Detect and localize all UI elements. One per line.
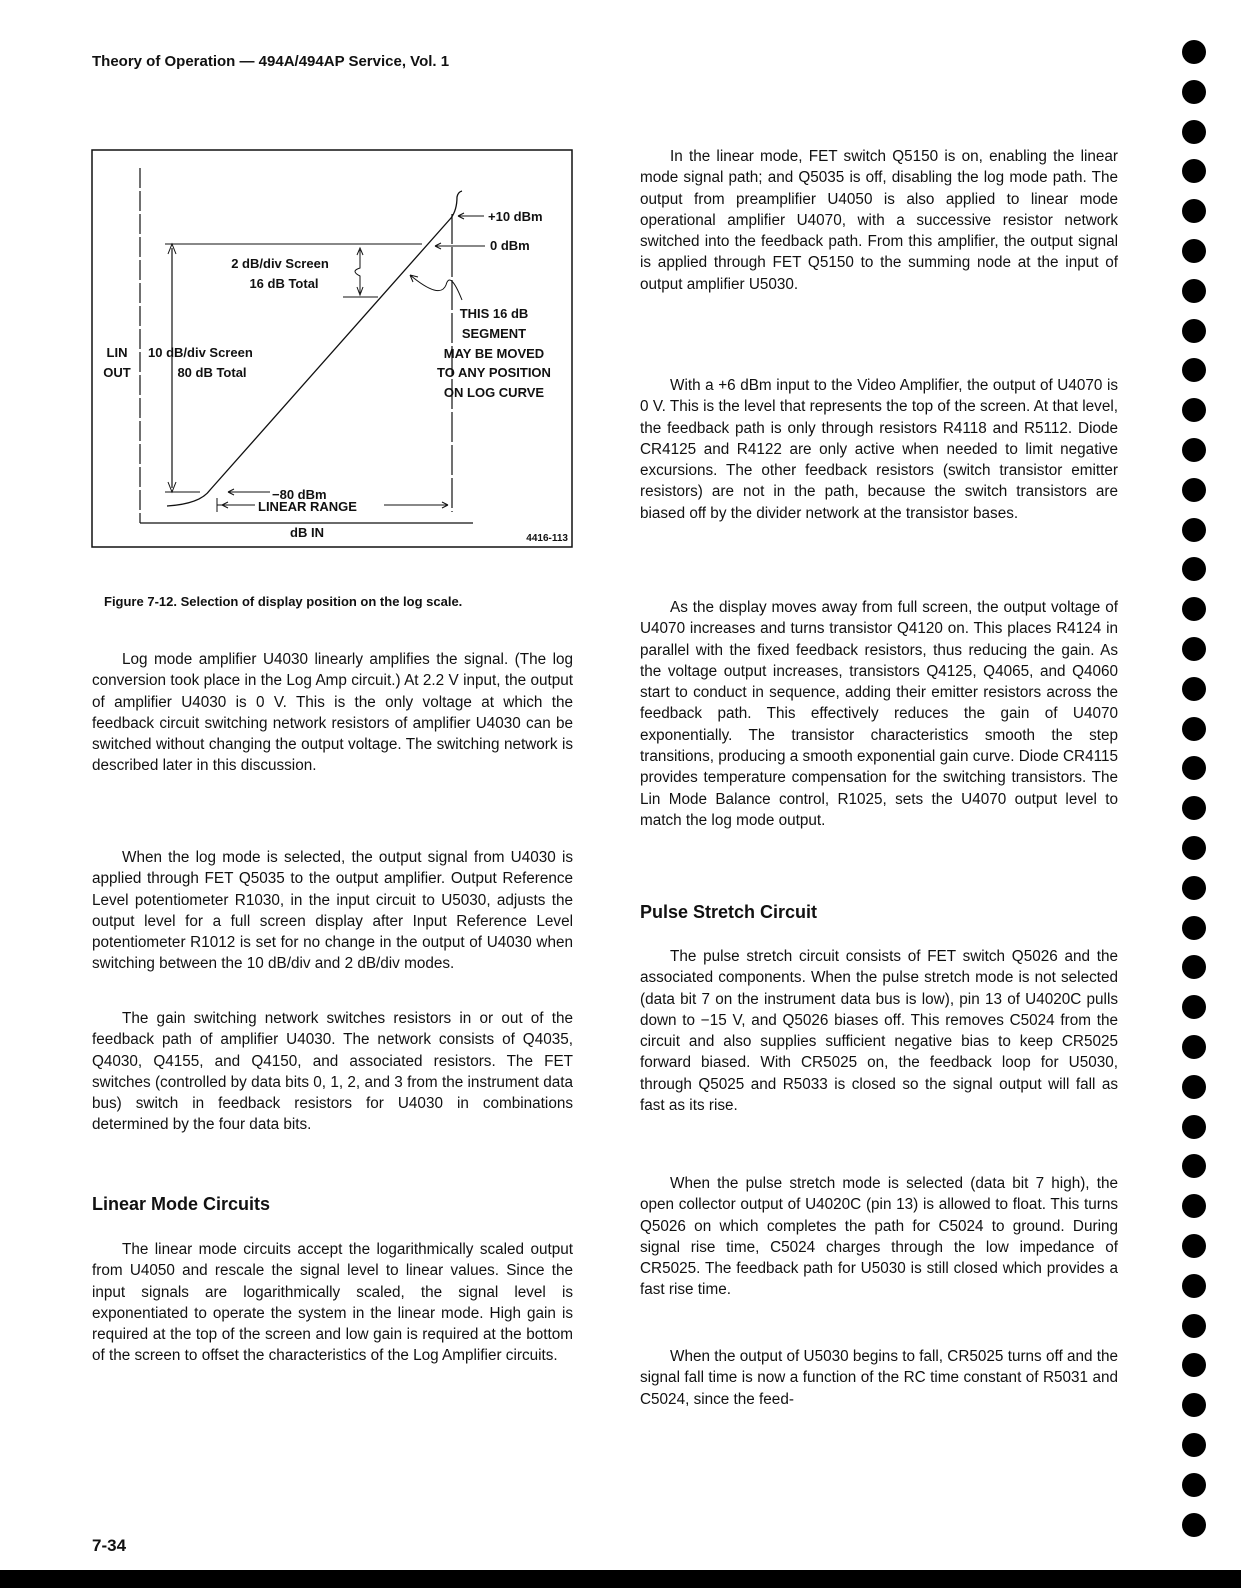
label-lin: LIN (106, 345, 128, 360)
paragraph: The pulse stretch circuit consists of FET switch Q5026 and the associated components. When the pulse stretch mode is not selected (data bit 7 on the instrument data bus is low), pin 13 of U4020C pulls down to −15 V, and Q5026 biases off. This removes C5024 from the circuit and also supplies sufficient negative bias to keep CR5025 forward biased. With CR5025 on, the feedback loop for U5030, through Q5025 and R5033 is closed so the signal output will fall as fast as its rise. (640, 948, 1118, 1115)
binder-hole-icon (1182, 836, 1206, 860)
label-plus10: +10 dBm (488, 209, 543, 224)
binder-hole-icon (1182, 1154, 1206, 1178)
zero-arrow (435, 243, 485, 249)
binder-hole-icon (1182, 1274, 1206, 1298)
binder-hole-icon (1182, 279, 1206, 303)
binder-hole-icon (1182, 916, 1206, 940)
label-seg3: MAY BE MOVED (443, 346, 545, 361)
binder-hole-icon (1182, 239, 1206, 263)
page-number: 7-34 (92, 1536, 127, 1555)
binder-hole-icon (1182, 319, 1206, 343)
paragraph: The gain switching network switches resistors in or out of the feedback path of amplifier U4030. The network consists of Q4035, Q4030, Q4155, and Q4150, and associated resistors. The FET switches (controlled by data bits 0, 1, 2, and 3 from the instrument data bus) switch in feedback resistors for U4030 in combinations determined by the four data bits. (92, 1010, 573, 1134)
section-heading: Linear Mode Circuits (92, 1194, 271, 1214)
binder-hole-icon (1182, 80, 1206, 104)
binder-hole-icon (1182, 1473, 1206, 1497)
figure-id: 4416-113 (526, 533, 568, 544)
binder-hole-icon (1182, 1393, 1206, 1417)
binder-hole-icon (1182, 1314, 1206, 1338)
running-header: Theory of Operation — 494A/494AP Service, Vol. 1 (92, 53, 450, 70)
section-heading: Pulse Stretch Circuit (640, 902, 818, 922)
binder-hole-icon (1182, 518, 1206, 542)
paragraph: As the display moves away from full screen, the output voltage of U4070 increases and turns transistor Q4120 on. This places R4124 in parallel with the fixed feedback resistors, thus reducing the gain. As the voltage output increases, transistors Q4125, Q4065, and Q4060 start to conduct in sequence, adding their emitter resistors across the feedback path. This effectively reduces the gain of U4070 exponentially. The transistor characteristics smooth the step transitions, producing a smooth exponential gain curve. Diode CR4115 provides temperature compensation for the switching transistors. The Lin Mode Balance control, R1025, sets the U4070 output level to match the log mode output. (640, 599, 1118, 829)
binder-hole-icon (1182, 1234, 1206, 1258)
binder-hole-icon (1182, 40, 1206, 64)
label-seg2: SEGMENT (461, 326, 527, 341)
binder-hole-icon (1182, 1513, 1206, 1537)
label-seg5: ON LOG CURVE (443, 385, 545, 400)
brace (355, 248, 363, 295)
paragraph: When the log mode is selected, the output signal from U4030 is applied through FET Q5035 to the output amplifier. Output Reference Level potentiometer R1030, in the input circuit to U5030, adjusts the output level for a full screen display after Input Reference Level potentiometer R1012 is set for no change in the output of U4030 when switching between the 10 dB/div and 2 dB/div modes. (92, 849, 573, 973)
label-10db-screen: 10 dB/div Screen (148, 345, 253, 360)
paragraph: In the linear mode, FET switch Q5150 is on, enabling the linear mode signal path; and Q5035 is off, disabling the log mode path. The output from preamplifier U4050 is also applied to linear mode operational amplifier U4070, with a successive resistor network switched into the feedback path. From this amplifier, the output signal is applied through FET Q5150 to the summing node at the input of output amplifier U5030. (640, 148, 1118, 293)
binder-hole-icon (1182, 1075, 1206, 1099)
binder-hole-icon (1182, 677, 1206, 701)
binder-hole-icon (1182, 1115, 1206, 1139)
binder-hole-icon (1182, 398, 1206, 422)
linear-range-arrow (217, 498, 448, 512)
binder-hole-icon (1182, 438, 1206, 462)
figure-caption: Figure 7-12. Selection of display position on the log scale. (104, 594, 463, 609)
label-80db-total: 80 dB Total (177, 365, 247, 380)
binder-hole-icon (1182, 159, 1206, 183)
binder-hole-icon (1182, 1194, 1206, 1218)
paragraph: When the output of U5030 begins to fall, CR5025 turns off and the signal fall time is now a function of the RC time constant of R5031 and C5024, since the feed- (640, 1348, 1118, 1408)
segment-pointer (410, 275, 462, 300)
binder-hole-icon (1182, 120, 1206, 144)
label-16db-total: 16 dB Total (249, 276, 319, 291)
figure-border (92, 150, 572, 547)
paragraph: Log mode amplifier U4030 linearly amplifies the signal. (The log conversion took place in the Log Amp circuit.) At 2.2 V input, the output of amplifier U4030 is 0 V. This is the only voltage at which the feedback circuit switching network resistors of amplifier U4030 can be switched without changing the output voltage. The switching network is described later in this discussion. (92, 651, 573, 775)
binder-hole-icon (1182, 756, 1206, 780)
log-curve (167, 191, 462, 506)
binder-hole-icon (1182, 955, 1206, 979)
binder-hole-icon (1182, 557, 1206, 581)
arrowheads (168, 244, 176, 492)
paragraph: With a +6 dBm input to the Video Amplifier, the output of U4070 is 0 V. This is the level that represents the top of the screen. At that level, the feedback path is only through resistors R4118 and R5112. Diode CR4125 and R4122 are only active when needed to limit negative excursions. The other feedback resistors (switch transistor emitter resistors) are not in the path, because the switch transistors are biased off by the divider network at the transistor bases. (640, 377, 1118, 522)
label-db-in: dB IN (290, 525, 324, 540)
label-2db-screen: 2 dB/div Screen (231, 256, 329, 271)
binder-hole-icon (1182, 358, 1206, 382)
scan-edge (0, 1570, 1241, 1588)
binder-hole-icon (1182, 796, 1206, 820)
binder-hole-icon (1182, 717, 1206, 741)
label-seg4: TO ANY POSITION (437, 365, 551, 380)
label-minus80: −80 dBm (272, 487, 327, 502)
binder-hole-icon (1182, 637, 1206, 661)
binder-hole-icon (1182, 1353, 1206, 1377)
paragraph: When the pulse stretch mode is selected (data bit 7 high), the open collector output of U4020C (pin 13) is allowed to float. This turns Q5026 on which completes the path for C5024 to ground. During signal rise time, C5024 charges through the low impedance of CR5025. The feedback path for U5030 is still closed which provides a fast rise time. (640, 1175, 1118, 1299)
plus10-arrow (458, 213, 484, 219)
label-out: OUT (103, 365, 131, 380)
binder-hole-icon (1182, 995, 1206, 1019)
label-zero: 0 dBm (490, 238, 530, 253)
label-linear-range: LINEAR RANGE (258, 499, 357, 514)
binder-hole-icon (1182, 478, 1206, 502)
paragraph: The linear mode circuits accept the logarithmically scaled output from U4050 and rescale the signal level to linear values. Since the input signals are logarithmically scaled, the signal level is exponentiated to operate the system in the linear mode. High gain is required at the top of the screen and low gain is required at the bottom of the screen to offset the characteristics of the Log Amplifier circuits. (92, 1241, 573, 1365)
binder-hole-icon (1182, 597, 1206, 621)
binder-hole-icon (1182, 876, 1206, 900)
binder-hole-icon (1182, 1433, 1206, 1457)
label-seg1: THIS 16 dB (459, 306, 529, 321)
binder-hole-icon (1182, 199, 1206, 223)
binder-hole-icon (1182, 1035, 1206, 1059)
minus80-arrow (228, 489, 270, 495)
